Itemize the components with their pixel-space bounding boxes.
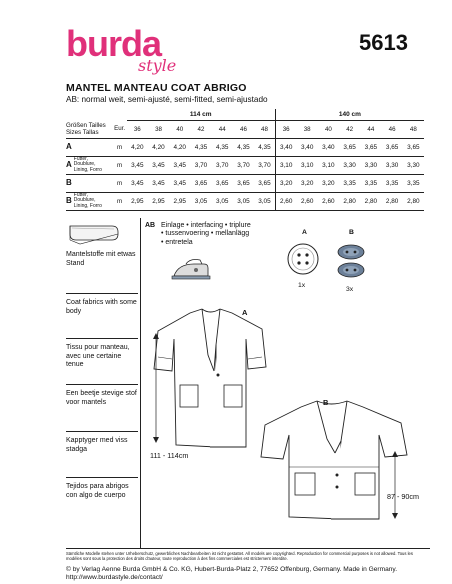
yardage-cell: 3,65	[212, 174, 233, 192]
yardage-cell: 3,45	[127, 156, 148, 174]
row-view: B	[66, 178, 72, 187]
notions-view-label: AB	[145, 222, 156, 229]
yardage-cell: 3,70	[190, 156, 211, 174]
coat-b-illustration	[255, 395, 430, 535]
size-114-3: 42	[190, 120, 211, 138]
row-sublabel: Futter, Doublure, Lining, Forro	[73, 191, 102, 209]
size-114-5: 46	[233, 120, 254, 138]
pattern-subtitle: AB: normal weit, semi-ajusté, semi-fitted, semi-ajustado	[66, 95, 268, 104]
yardage-cell: 4,35	[212, 138, 233, 156]
iron-icon	[168, 258, 212, 282]
yardage-cell: 3,45	[127, 174, 148, 192]
yardage-cell: 3,10	[297, 156, 318, 174]
yardage-cell: 2,80	[381, 192, 402, 210]
size-114-0: 36	[127, 120, 148, 138]
yardage-cell: 3,05	[212, 192, 233, 210]
yardage-cell: 3,10	[275, 156, 296, 174]
row-sublabel: Futter, Doublure, Lining, Forro	[73, 155, 102, 173]
fabric-desc-sv: Kapptyger med viss stadga	[66, 437, 128, 453]
interfacing-text: Einlage • interfacing • triplure • tussenvoering • mellanlägg • entretela	[161, 222, 251, 246]
yardage-row	[66, 156, 424, 174]
size-header-line2: Sizes Tallas	[66, 128, 99, 136]
yardage-cell: 2,95	[127, 192, 148, 210]
yardage-cell: 3,40	[297, 138, 318, 156]
view-a-length: 111 - 114cm	[150, 451, 189, 460]
yardage-cell: 3,05	[190, 192, 211, 210]
yardage-cell: 2,60	[318, 192, 339, 210]
size-140-2: 40	[318, 120, 339, 138]
divider	[66, 384, 138, 385]
yardage-cell: 2,80	[339, 192, 360, 210]
yardage-cell: 3,35	[403, 174, 424, 192]
copyright-block	[66, 566, 436, 582]
size-140-5: 46	[381, 120, 402, 138]
burda-style-logo	[66, 24, 186, 76]
size-114-4: 44	[212, 120, 233, 138]
size-header-line1: Größen Tailles	[66, 121, 106, 129]
yardage-cell: 3,65	[339, 138, 360, 156]
copyright-text: © by Verlag Aenne Burda GmbH & Co. KG, Hubert-Burda-Platz 2, 77652 Offenburg, Germany. Made in Germany.	[66, 566, 398, 573]
yardage-cell: 3,35	[339, 174, 360, 192]
view-a-label: A	[242, 308, 248, 317]
button-b-icon	[336, 242, 366, 282]
button-b-quantity: 3x	[346, 286, 354, 293]
bottom-rule	[66, 548, 430, 549]
pattern-title: MANTEL MANTEAU COAT ABRIGO	[66, 82, 247, 94]
yardage-cell: 4,35	[254, 138, 275, 156]
row-view: A	[66, 159, 72, 169]
divider	[66, 293, 138, 294]
contact-link[interactable]: http://www.burdastyle.de/contact/	[66, 574, 163, 581]
yardage-row	[66, 174, 424, 192]
yardage-cell: 4,35	[190, 138, 211, 156]
row-label	[66, 138, 113, 156]
width-114: 114 cm	[127, 109, 276, 120]
size-114-1: 38	[148, 120, 169, 138]
yardage-cell: 3,65	[360, 138, 381, 156]
size-140-6: 48	[403, 120, 424, 138]
yardage-cell: 3,45	[148, 174, 169, 192]
width-140: 140 cm	[275, 109, 424, 120]
yardage-cell: 3,20	[318, 174, 339, 192]
yardage-cell: 3,45	[148, 156, 169, 174]
button-a-quantity: 1x	[298, 282, 306, 289]
yardage-cell: 2,60	[297, 192, 318, 210]
row-unit: m	[113, 138, 127, 156]
row-label	[66, 192, 113, 210]
size-140-1: 38	[297, 120, 318, 138]
yardage-cell: 3,65	[233, 174, 254, 192]
yardage-cell: 2,60	[275, 192, 296, 210]
fabric-desc-fr: Tissu pour manteau, avec une certaine tenue	[66, 344, 130, 368]
size-140-0: 36	[275, 120, 296, 138]
yardage-cell: 2,95	[148, 192, 169, 210]
width-header-row	[66, 109, 424, 120]
fabric-desc-es: Tejidos para abrigos con algo de cuerpo	[66, 483, 129, 499]
button-a-label: A	[302, 229, 307, 236]
yardage-cell: 3,30	[339, 156, 360, 174]
divider	[66, 477, 138, 478]
yardage-cell: 4,20	[148, 138, 169, 156]
yardage-cell: 3,10	[318, 156, 339, 174]
yardage-cell: 3,20	[297, 174, 318, 192]
yardage-cell: 2,95	[169, 192, 190, 210]
size-114-6: 48	[254, 120, 275, 138]
logo-burda-text: burda	[66, 23, 162, 64]
divider	[66, 431, 138, 432]
fabric-desc-en: Coat fabrics with some body	[66, 299, 137, 315]
row-label	[66, 156, 113, 174]
yardage-cell: 3,65	[190, 174, 211, 192]
row-unit: m	[113, 174, 127, 192]
fabric-bolt-icon	[66, 220, 122, 246]
yardage-cell: 3,65	[403, 138, 424, 156]
eur-label: Eur.	[113, 120, 127, 138]
divider	[66, 338, 138, 339]
row-view: A	[66, 142, 72, 151]
yardage-cell: 3,45	[169, 174, 190, 192]
fabric-desc-nl: Een beetje stevige stof voor mantels	[66, 390, 137, 406]
yardage-cell: 3,30	[403, 156, 424, 174]
button-b-label: B	[349, 229, 354, 236]
view-b-label: B	[323, 398, 329, 407]
yardage-cell: 4,20	[127, 138, 148, 156]
yardage-cell: 4,20	[169, 138, 190, 156]
button-a-icon	[286, 242, 320, 276]
row-unit: m	[113, 192, 127, 210]
yardage-cell: 3,40	[318, 138, 339, 156]
yardage-cell: 3,45	[169, 156, 190, 174]
row-unit: m	[113, 156, 127, 174]
size-140-3: 42	[339, 120, 360, 138]
yardage-cell: 3,40	[275, 138, 296, 156]
yardage-cell: 3,35	[360, 174, 381, 192]
yardage-cell: 3,70	[233, 156, 254, 174]
yardage-cell: 3,70	[212, 156, 233, 174]
yardage-row	[66, 138, 424, 156]
yardage-cell: 3,30	[360, 156, 381, 174]
yardage-row	[66, 192, 424, 210]
yardage-table	[66, 109, 424, 211]
yardage-cell: 3,30	[381, 156, 402, 174]
legal-notice: Sämtliche Modelle stehen unter Urheberschutz, gewerbliches Nachbearbeiten ist nicht gestattet. All models are copyrighted. Reproduction for commercial purposes is not allowed. Tous les modèles sont sous la protection des droits d'auteur, toute reproduction à des fins commerciales est strictement interdite.	[66, 551, 413, 561]
row-label	[66, 174, 113, 192]
size-114-2: 40	[169, 120, 190, 138]
yardage-cell: 2,80	[403, 192, 424, 210]
yardage-cell: 3,05	[254, 192, 275, 210]
logo-style-text: style	[138, 56, 177, 75]
yardage-cell: 3,35	[381, 174, 402, 192]
yardage-cell: 3,70	[254, 156, 275, 174]
yardage-cell: 3,65	[381, 138, 402, 156]
yardage-cell: 3,65	[254, 174, 275, 192]
size-header-label	[66, 120, 113, 138]
pattern-number: 5613	[359, 30, 408, 55]
yardage-cell: 3,05	[233, 192, 254, 210]
view-b-length: 87 - 90cm	[387, 492, 419, 501]
row-view: B	[66, 195, 72, 205]
yardage-cell: 3,20	[275, 174, 296, 192]
yardage-cell: 2,80	[360, 192, 381, 210]
yardage-cell: 4,35	[233, 138, 254, 156]
size-140-4: 44	[360, 120, 381, 138]
size-header-row	[66, 120, 424, 138]
fabric-desc-de: Mantelstoffe mit etwas Stand	[66, 251, 136, 267]
